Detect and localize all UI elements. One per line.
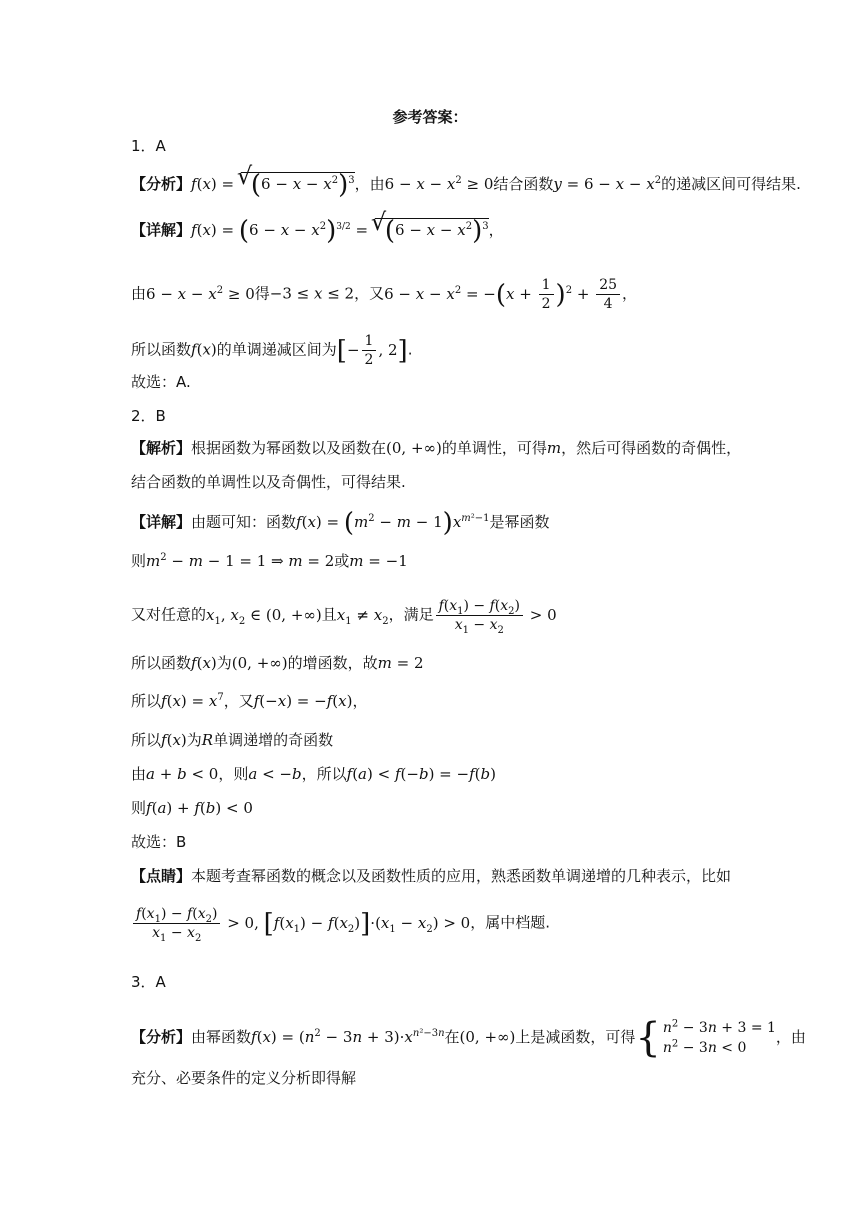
q3-analysis: 【分析】由幂函数$f(x) = (n^2 - 3n + 3)\cdot x^{n^2-3n}$在(0, +∞)上是减函数，可得 { $n^2 - 3n + 3 = 1$ $n^2 - 3n < 0$ ，由 <box>131 1015 806 1061</box>
question-2-answer: 2．B <box>131 407 166 425</box>
page-title: 参考答案： <box>392 108 468 126</box>
q2-step-increasing: 所以函数f(x)为(0, +∞)的增函数，故m = 2 <box>131 654 424 672</box>
q2-step-m: 则$m^2 - m - 1 = 1$ ⇒ m = 2或m = −1 <box>131 552 408 570</box>
q2-detail: 【详解】由题可知：函数$f(x) = (m^2 - m - 1)x^{m^2-1}$是幂函数 <box>131 508 550 538</box>
q2-comment-forms: $\frac{f(x_1) - f(x_2)}{x_1 - x_2}$ > 0, $[f(x_1) - f(x_2)]\cdot(x_1 - x_2) > 0$，属中档题. <box>131 905 736 942</box>
q1-step-domain: 由$6 - x - x^2 \ge 0$得−3 ≤ x ≤ 2，又$6 - x - x^2 = -(x$ + $\frac{1}{2}$ )$^2$ + $\frac{25}{4}$ ， <box>131 277 638 312</box>
q2-step-odd-increasing: 所以f(x)为R单调递增的奇函数 <box>131 731 334 749</box>
question-3-answer: 3．A <box>131 973 166 991</box>
q1-analysis: 【分析】f(x) = √ $(6 - x - x^2)^3$，由$6 - x - x^2 \ge 0$结合函数$y = 6 - x - x^2$的递减区间可得结果. <box>131 172 736 195</box>
q2-comment: 【点睛】本题考查幂函数的概念以及函数性质的应用，熟悉函数单调递增的几种表示，比如 <box>131 867 732 885</box>
analysis-tag: 【分析】 <box>131 1028 192 1046</box>
q1-choice: 故选：A. <box>131 373 191 391</box>
q2-step-result: 则f(a) + f(b) < 0 <box>131 799 253 817</box>
q2-analysis-cont: 结合函数的单调性以及奇偶性，可得结果. <box>131 473 406 491</box>
q2-step-monotone: 又对任意的$x_1$, $x_2$ ∈ (0, +∞)且$x_1 \ne x_2$，满足 $\frac{f(x_1) - f(x_2)}{x_1 - x_2}$ > 0 <box>131 598 557 636</box>
q2-choice: 故选：B <box>131 833 187 851</box>
q3-analysis-cont: 充分、必要条件的定义分析即得解 <box>131 1069 357 1087</box>
question-1-answer: 1．A <box>131 137 166 155</box>
analysis-tag: 【解析】 <box>131 439 192 457</box>
q2-step-inequality: 由a + b < 0，则a < −b，所以f(a) < f(−b) = −f(b) <box>131 765 496 783</box>
comment-tag: 【点睛】 <box>131 867 192 885</box>
q2-step-odd: 所以$f(x) = x^7$，又f(−x) = −f(x)， <box>131 692 368 710</box>
q2-analysis: 【解析】根据函数为幂函数以及函数在(0, +∞)的单调性，可得m，然后可得函数的奇偶性， <box>131 439 742 457</box>
q1-detail: 【详解】$f(x) = (6 - x - x^2)^{3/2}$ = √ $(6 - x - x^2)^3$， <box>131 218 736 241</box>
analysis-tag: 【分析】 <box>131 175 192 193</box>
q1-conclusion: 所以函数f(x)的单调递减区间为[− $\frac{1}{2}$ , 2]. <box>131 333 413 368</box>
detail-tag: 【详解】 <box>131 221 192 239</box>
detail-tag: 【详解】 <box>131 513 192 531</box>
